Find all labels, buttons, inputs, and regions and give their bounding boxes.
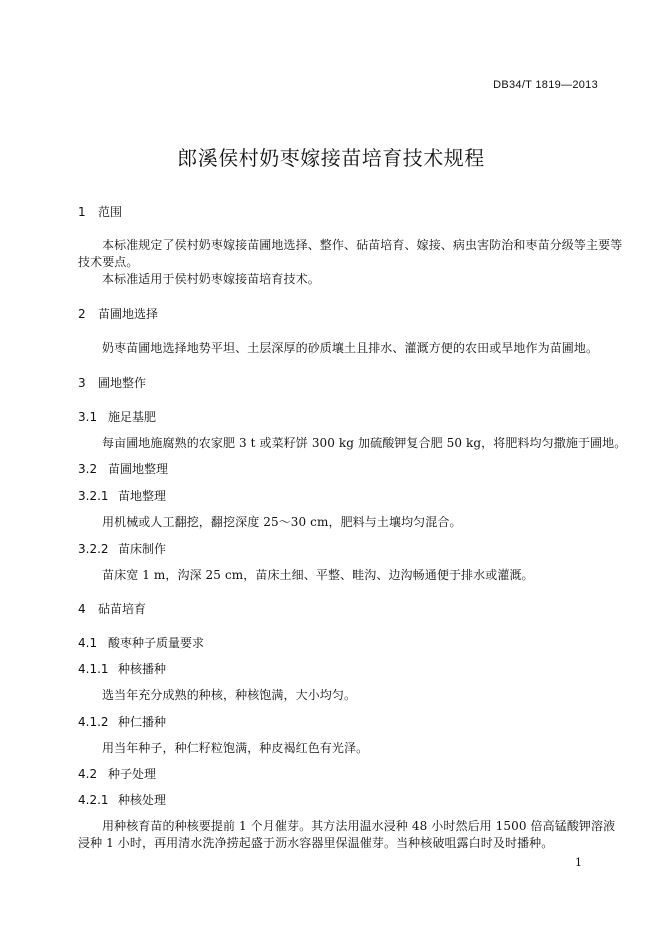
section-2-heading	[78, 305, 158, 322]
paragraph: 用机械或人工翻挖，翻挖深度 25～30 cm，肥料与土壤均匀混合。	[102, 515, 462, 529]
paragraph: 每亩圃地施腐熟的农家肥 3 t 或菜籽饼 300 kg 加硫酸钾复合肥 50 kg，将肥料均匀撒施于圃地。	[102, 436, 627, 450]
section-3-1-heading	[78, 408, 156, 425]
section-title: 种核播种	[118, 662, 167, 676]
section-number: 1	[78, 205, 86, 219]
paragraph-continuation: 浸种 1 小时，再用清水洗净捞起盛于沥水容器里保温催芽。当种核破咀露白时及时播种。	[78, 836, 554, 850]
page-number: 1	[575, 856, 582, 869]
section-title: 施足基肥	[108, 410, 157, 424]
section-title: 酸枣种子质量要求	[108, 636, 205, 650]
section-4-2-1-heading	[78, 791, 166, 808]
standard-code: DB34/T 1819—2013	[493, 79, 598, 91]
paragraph: 用种核育苗的种核要提前 1 个月催芽。其方法用温水浸种 48 小时然后用 1500 倍高锰酸钾溶液	[102, 819, 616, 833]
section-number: 3	[78, 376, 86, 390]
section-3-2-1-heading	[78, 487, 166, 504]
section-number: 4.1	[78, 636, 98, 650]
section-number: 3.2	[78, 462, 98, 476]
section-number: 4.2.1	[78, 793, 109, 807]
section-4-heading	[78, 600, 146, 617]
paragraph: 本标准适用于侯村奶枣嫁接苗培育技术。	[102, 272, 320, 286]
section-number: 4	[78, 602, 86, 616]
section-title: 苗圃地整理	[108, 462, 169, 476]
paragraph: 本标准规定了侯村奶枣嫁接苗圃地选择、整作、砧苗培育、嫁接、病虫害防治和枣苗分级等主要等	[102, 238, 623, 252]
paragraph: 选当年充分成熟的种核，种核饱满，大小均匀。	[102, 688, 357, 702]
section-number: 4.2	[78, 767, 98, 781]
section-4-1-1-heading	[78, 660, 166, 677]
section-title: 范围	[98, 205, 123, 219]
paragraph-continuation: 技术要点。	[78, 255, 139, 269]
section-number: 3.2.1	[78, 489, 109, 503]
section-number: 2	[78, 307, 86, 321]
section-4-1-heading	[78, 634, 204, 651]
section-1-heading	[78, 203, 122, 220]
paragraph: 奶枣苗圃地选择地势平坦、土层深厚的砂质壤土且排水、灌溉方便的农田或旱地作为苗圃地。	[102, 341, 599, 355]
section-number: 3.2.2	[78, 542, 109, 556]
section-title: 苗圃地选择	[98, 307, 159, 321]
section-3-heading	[78, 374, 146, 391]
document-title: 郎溪侯村奶枣嫁接苗培育技术规程	[177, 146, 485, 170]
section-title: 苗地整理	[118, 489, 167, 503]
section-title: 种子处理	[108, 767, 157, 781]
section-number: 4.1.1	[78, 662, 109, 676]
section-title: 种核处理	[118, 793, 167, 807]
section-3-2-2-heading	[78, 540, 166, 557]
section-title: 圃地整作	[98, 376, 147, 390]
section-title: 苗床制作	[118, 542, 167, 556]
paragraph: 用当年种子，种仁籽粒饱满，种皮褐红色有光泽。	[102, 741, 369, 755]
section-3-2-heading	[78, 460, 168, 477]
section-number: 3.1	[78, 410, 98, 424]
section-title: 砧苗培育	[98, 602, 147, 616]
section-4-1-2-heading	[78, 713, 166, 730]
section-4-2-heading	[78, 765, 156, 782]
section-number: 4.1.2	[78, 715, 109, 729]
section-title: 种仁播种	[118, 715, 167, 729]
paragraph: 苗床宽 1 m，沟深 25 cm，苗床土细、平整、畦沟、边沟畅通便于排水或灌溉。	[102, 568, 534, 582]
